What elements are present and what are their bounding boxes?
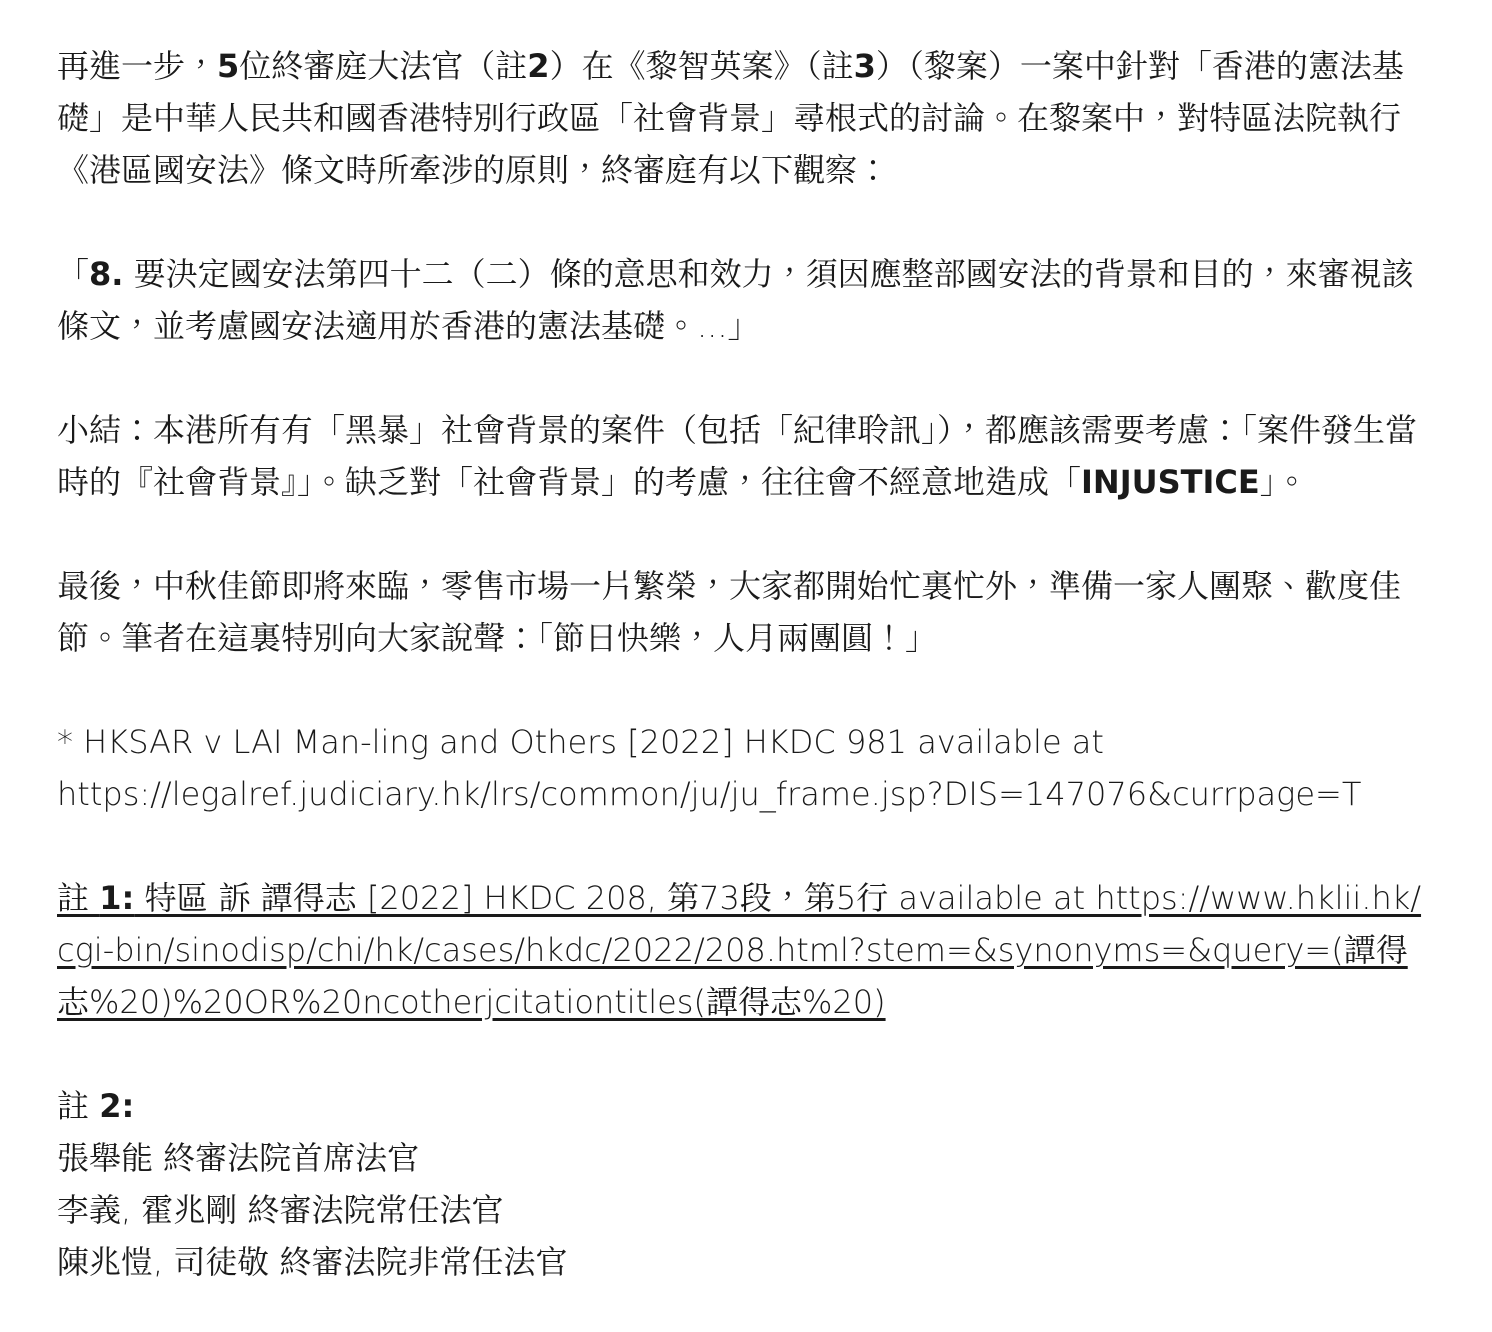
article xyxy=(57,40,1437,1288)
paragraph-summary xyxy=(57,404,1437,508)
bold-text-run: 1: xyxy=(99,879,135,917)
paragraph-citation-hksar-lai xyxy=(57,716,1437,820)
text-run: * HKSAR v LAI Man-ling and Others [2022] HKDC 981 available at https://legalref.judiciary.hk/lrs/common/ju/ju_frame.jsp?DIS=147076&currpage=T xyxy=(57,723,1362,813)
bold-text-run: 8. xyxy=(89,255,124,293)
paragraph-quote-point-8 xyxy=(57,248,1437,352)
bold-text-run: 2 xyxy=(527,47,550,85)
paragraph-footnote-1-link[interactable] xyxy=(57,872,1437,1028)
text-run: 陳兆愷, 司徒敬 終審法院非常任法官 xyxy=(57,1243,568,1281)
bold-text-run: 2: xyxy=(99,1087,135,1125)
text-run: 註 xyxy=(57,879,100,917)
text-run: 再進一步， xyxy=(57,47,218,85)
paragraph-intro xyxy=(57,40,1437,196)
text-run: 張舉能 終審法院首席法官 xyxy=(57,1139,420,1177)
bold-text-run: 3 xyxy=(853,47,876,85)
paragraph-footnote-2-judges xyxy=(57,1080,1437,1288)
paragraph-festival-greeting xyxy=(57,560,1437,664)
text-run: ）在《黎智英案》（註 xyxy=(549,47,854,85)
bold-text-run: 5 xyxy=(217,47,240,85)
text-run: 」。 xyxy=(1259,463,1308,501)
text-run: ）（黎案）一案中針對「香港的憲法基礎」是中華人民共和國香港特別行政區「社會背景」尋根式的討論。在黎案中，對特區法院執行《港區國安法》條文時所牽涉的原則，終審庭有以下觀察： xyxy=(57,47,1404,189)
text-run: 特區 訴 譚得志 [2022] HKDC 208, 第73段，第5行 available at https://www.hklii.hk/cgi-bin/sinodisp/chi/hk/cases/hkdc/2022/208.html?stem=&synonyms=&query=(譚得志%20)%20OR%20ncotherjcitationtitles(譚得志%20) xyxy=(57,879,1422,1021)
text-run: 李義, 霍兆剛 終審法院常任法官 xyxy=(57,1191,504,1229)
bold-text-run: INJUSTICE xyxy=(1081,463,1260,501)
text-run: 註 xyxy=(57,1087,100,1125)
text-run: 小結：本港所有有「黑暴」社會背景的案件（包括「紀律聆訊」），都應該需要考慮：「案件發生當時的『社會背景』」。缺乏對「社會背景」的考慮，往往會不經意地造成「 xyxy=(57,411,1418,501)
text-run: 要決定國安法第四十二（二）條的意思和效力，須因應整部國安法的背景和目的，來審視該條文，並考慮國安法適用於香港的憲法基礎。...」 xyxy=(57,255,1414,345)
text-run: 最後，中秋佳節即將來臨，零售市場一片繁榮，大家都開始忙裏忙外，準備一家人團聚、歡度佳節。筆者在這裏特別向大家說聲：「節日快樂，人月兩團圓！」 xyxy=(57,567,1402,657)
text-run: 位終審庭大法官（註 xyxy=(239,47,528,85)
text-run: 「 xyxy=(57,255,90,293)
